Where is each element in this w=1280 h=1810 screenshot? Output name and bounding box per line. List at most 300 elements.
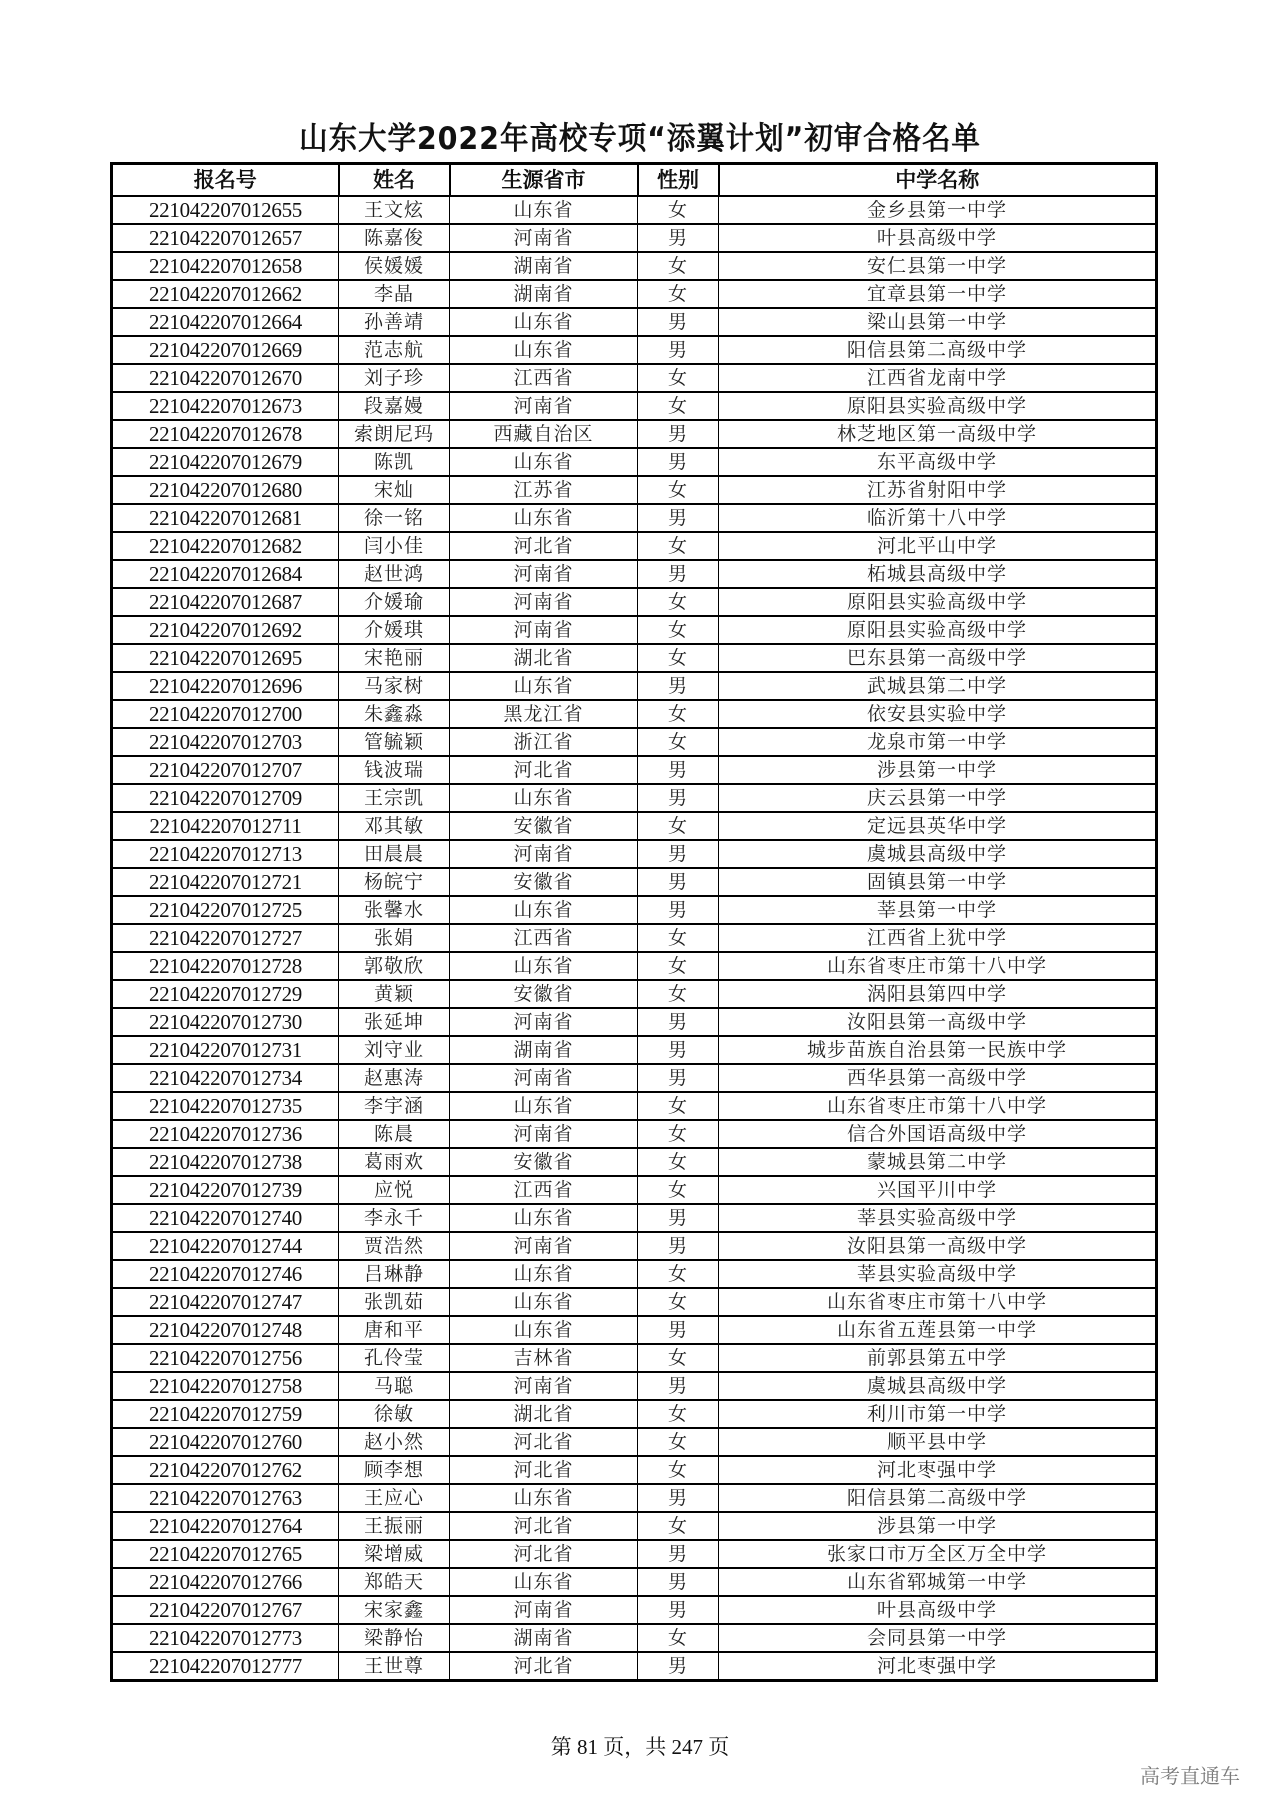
cell-school: 叶县高级中学 <box>719 224 1157 252</box>
table-row <box>112 308 1157 336</box>
cell-gender: 女 <box>638 364 719 392</box>
table-row <box>112 1148 1157 1176</box>
cell-school: 蒙城县第二中学 <box>719 1148 1157 1176</box>
cell-school: 安仁县第一中学 <box>719 252 1157 280</box>
table-row <box>112 1568 1157 1596</box>
cell-gender: 女 <box>638 1092 719 1120</box>
cell-registration-id: 221042207012687 <box>112 588 339 616</box>
cell-school: 原阳县实验高级中学 <box>719 392 1157 420</box>
cell-gender: 男 <box>638 308 719 336</box>
cell-school: 虞城县高级中学 <box>719 840 1157 868</box>
cell-registration-id: 221042207012729 <box>112 980 339 1008</box>
table-row <box>112 1484 1157 1512</box>
cell-school: 梁山县第一中学 <box>719 308 1157 336</box>
cell-registration-id: 221042207012711 <box>112 812 339 840</box>
cell-name: 王世尊 <box>339 1652 450 1681</box>
cell-province: 山东省 <box>450 1316 638 1344</box>
cell-registration-id: 221042207012727 <box>112 924 339 952</box>
table-row <box>112 672 1157 700</box>
cell-province: 湖南省 <box>450 1624 638 1652</box>
cell-gender: 男 <box>638 1540 719 1568</box>
cell-registration-id: 221042207012763 <box>112 1484 339 1512</box>
cell-name: 张娟 <box>339 924 450 952</box>
table-body <box>112 196 1157 1681</box>
cell-gender: 女 <box>638 1456 719 1484</box>
cell-name: 邓其敏 <box>339 812 450 840</box>
cell-province: 山东省 <box>450 196 638 224</box>
cell-name: 赵世鸿 <box>339 560 450 588</box>
cell-province: 山东省 <box>450 336 638 364</box>
cell-gender: 男 <box>638 560 719 588</box>
cell-name: 徐一铭 <box>339 504 450 532</box>
cell-registration-id: 221042207012734 <box>112 1064 339 1092</box>
cell-school: 临沂第十八中学 <box>719 504 1157 532</box>
cell-school: 柘城县高级中学 <box>719 560 1157 588</box>
cell-name: 王宗凯 <box>339 784 450 812</box>
cell-registration-id: 221042207012655 <box>112 196 339 224</box>
cell-registration-id: 221042207012662 <box>112 280 339 308</box>
table-row <box>112 1260 1157 1288</box>
cell-province: 山东省 <box>450 448 638 476</box>
cell-gender: 女 <box>638 252 719 280</box>
table-row <box>112 1596 1157 1624</box>
cell-province: 河北省 <box>450 1652 638 1681</box>
cell-name: 介媛琪 <box>339 616 450 644</box>
cell-name: 顾李想 <box>339 1456 450 1484</box>
cell-name: 陈嘉俊 <box>339 224 450 252</box>
table-row <box>112 1092 1157 1120</box>
table-row <box>112 588 1157 616</box>
cell-registration-id: 221042207012758 <box>112 1372 339 1400</box>
cell-registration-id: 221042207012681 <box>112 504 339 532</box>
cell-school: 西华县第一高级中学 <box>719 1064 1157 1092</box>
cell-name: 黄颖 <box>339 980 450 1008</box>
cell-gender: 女 <box>638 644 719 672</box>
cell-name: 范志航 <box>339 336 450 364</box>
cell-school: 江西省龙南中学 <box>719 364 1157 392</box>
cell-gender: 女 <box>638 588 719 616</box>
table-row <box>112 812 1157 840</box>
table-row <box>112 1232 1157 1260</box>
table-row <box>112 1372 1157 1400</box>
cell-registration-id: 221042207012696 <box>112 672 339 700</box>
watermark-text: 高考直通车 <box>1140 1764 1240 1788</box>
table-row <box>112 1204 1157 1232</box>
cell-name: 索朗尼玛 <box>339 420 450 448</box>
cell-school: 顺平县中学 <box>719 1428 1157 1456</box>
cell-registration-id: 221042207012765 <box>112 1540 339 1568</box>
table-row <box>112 336 1157 364</box>
cell-name: 张馨水 <box>339 896 450 924</box>
cell-gender: 男 <box>638 1372 719 1400</box>
cell-school: 会同县第一中学 <box>719 1624 1157 1652</box>
cell-name: 王文炫 <box>339 196 450 224</box>
cell-province: 山东省 <box>450 784 638 812</box>
cell-school: 汝阳县第一高级中学 <box>719 1008 1157 1036</box>
table-row <box>112 616 1157 644</box>
page-indicator: 第 81 页，共 247 页 <box>550 1735 730 1759</box>
cell-province: 河北省 <box>450 1456 638 1484</box>
cell-registration-id: 221042207012748 <box>112 1316 339 1344</box>
cell-province: 山东省 <box>450 1288 638 1316</box>
cell-gender: 女 <box>638 700 719 728</box>
cell-province: 河南省 <box>450 588 638 616</box>
table-row <box>112 1428 1157 1456</box>
cell-gender: 女 <box>638 1260 719 1288</box>
cell-school: 依安县实验中学 <box>719 700 1157 728</box>
table-row <box>112 896 1157 924</box>
cell-registration-id: 221042207012739 <box>112 1176 339 1204</box>
cell-school: 山东省五莲县第一中学 <box>719 1316 1157 1344</box>
cell-gender: 男 <box>638 224 719 252</box>
cell-name: 李宇涵 <box>339 1092 450 1120</box>
table-row <box>112 560 1157 588</box>
cell-province: 河南省 <box>450 1596 638 1624</box>
cell-gender: 男 <box>638 1064 719 1092</box>
cell-province: 吉林省 <box>450 1344 638 1372</box>
cell-school: 庆云县第一中学 <box>719 784 1157 812</box>
cell-name: 杨皖宁 <box>339 868 450 896</box>
cell-gender: 女 <box>638 1428 719 1456</box>
cell-registration-id: 221042207012747 <box>112 1288 339 1316</box>
cell-registration-id: 221042207012746 <box>112 1260 339 1288</box>
cell-gender: 女 <box>638 728 719 756</box>
cell-province: 湖北省 <box>450 644 638 672</box>
cell-province: 河南省 <box>450 392 638 420</box>
cell-province: 河南省 <box>450 616 638 644</box>
table-row <box>112 448 1157 476</box>
cell-school: 原阳县实验高级中学 <box>719 616 1157 644</box>
cell-school: 虞城县高级中学 <box>719 1372 1157 1400</box>
table-row <box>112 1316 1157 1344</box>
cell-province: 江苏省 <box>450 476 638 504</box>
cell-registration-id: 221042207012728 <box>112 952 339 980</box>
cell-gender: 男 <box>638 1204 719 1232</box>
cell-school: 前郭县第五中学 <box>719 1344 1157 1372</box>
cell-name: 陈晨 <box>339 1120 450 1148</box>
cell-gender: 女 <box>638 1148 719 1176</box>
table-row <box>112 1456 1157 1484</box>
table-row <box>112 924 1157 952</box>
cell-school: 原阳县实验高级中学 <box>719 588 1157 616</box>
cell-registration-id: 221042207012669 <box>112 336 339 364</box>
cell-name: 刘子珍 <box>339 364 450 392</box>
cell-school: 兴国平川中学 <box>719 1176 1157 1204</box>
cell-school: 信合外国语高级中学 <box>719 1120 1157 1148</box>
cell-registration-id: 221042207012709 <box>112 784 339 812</box>
cell-registration-id: 221042207012707 <box>112 756 339 784</box>
cell-registration-id: 221042207012692 <box>112 616 339 644</box>
cell-registration-id: 221042207012658 <box>112 252 339 280</box>
cell-province: 湖北省 <box>450 1400 638 1428</box>
cell-registration-id: 221042207012657 <box>112 224 339 252</box>
table-row <box>112 224 1157 252</box>
cell-province: 山东省 <box>450 1484 638 1512</box>
cell-registration-id: 221042207012767 <box>112 1596 339 1624</box>
cell-gender: 女 <box>638 812 719 840</box>
table-header-row <box>112 164 1157 197</box>
cell-school: 河北枣强中学 <box>719 1652 1157 1681</box>
cell-name: 马聪 <box>339 1372 450 1400</box>
cell-registration-id: 221042207012680 <box>112 476 339 504</box>
cell-province: 安徽省 <box>450 980 638 1008</box>
cell-name: 王应心 <box>339 1484 450 1512</box>
cell-registration-id: 221042207012762 <box>112 1456 339 1484</box>
cell-gender: 男 <box>638 1568 719 1596</box>
column-header-province: 生源省市 <box>450 164 638 197</box>
cell-school: 汝阳县第一高级中学 <box>719 1232 1157 1260</box>
table-row <box>112 364 1157 392</box>
cell-school: 山东省郓城第一中学 <box>719 1568 1157 1596</box>
cell-registration-id: 221042207012744 <box>112 1232 339 1260</box>
cell-gender: 女 <box>638 280 719 308</box>
cell-gender: 男 <box>638 868 719 896</box>
cell-gender: 女 <box>638 980 719 1008</box>
table-row <box>112 756 1157 784</box>
table-row <box>112 476 1157 504</box>
cell-registration-id: 221042207012713 <box>112 840 339 868</box>
table-row <box>112 1036 1157 1064</box>
table-row <box>112 980 1157 1008</box>
cell-school: 金乡县第一中学 <box>719 196 1157 224</box>
cell-gender: 女 <box>638 1288 719 1316</box>
cell-province: 安徽省 <box>450 868 638 896</box>
cell-gender: 女 <box>638 532 719 560</box>
cell-school: 涉县第一中学 <box>719 756 1157 784</box>
cell-school: 定远县英华中学 <box>719 812 1157 840</box>
cell-gender: 男 <box>638 420 719 448</box>
cell-province: 山东省 <box>450 896 638 924</box>
cell-name: 唐和平 <box>339 1316 450 1344</box>
cell-name: 郑皓天 <box>339 1568 450 1596</box>
cell-name: 宋家鑫 <box>339 1596 450 1624</box>
cell-gender: 男 <box>638 840 719 868</box>
cell-name: 钱波瑞 <box>339 756 450 784</box>
cell-name: 孔伶莹 <box>339 1344 450 1372</box>
cell-name: 梁静怡 <box>339 1624 450 1652</box>
cell-province: 黑龙江省 <box>450 700 638 728</box>
table-row <box>112 1344 1157 1372</box>
cell-registration-id: 221042207012700 <box>112 700 339 728</box>
cell-province: 西藏自治区 <box>450 420 638 448</box>
cell-province: 山东省 <box>450 1204 638 1232</box>
cell-school: 山东省枣庄市第十八中学 <box>719 1288 1157 1316</box>
cell-province: 浙江省 <box>450 728 638 756</box>
cell-province: 安徽省 <box>450 812 638 840</box>
table-row <box>112 728 1157 756</box>
cell-name: 徐敏 <box>339 1400 450 1428</box>
cell-school: 叶县高级中学 <box>719 1596 1157 1624</box>
cell-name: 刘守业 <box>339 1036 450 1064</box>
cell-school: 莘县实验高级中学 <box>719 1204 1157 1232</box>
table-row <box>112 1512 1157 1540</box>
cell-name: 田晨晨 <box>339 840 450 868</box>
cell-registration-id: 221042207012703 <box>112 728 339 756</box>
cell-province: 河北省 <box>450 1512 638 1540</box>
table-row <box>112 392 1157 420</box>
table-row <box>112 840 1157 868</box>
column-header-name: 姓名 <box>339 164 450 197</box>
table-row <box>112 252 1157 280</box>
cell-province: 河北省 <box>450 1540 638 1568</box>
cell-school: 城步苗族自治县第一民族中学 <box>719 1036 1157 1064</box>
cell-gender: 女 <box>638 392 719 420</box>
table-row <box>112 280 1157 308</box>
cell-registration-id: 221042207012773 <box>112 1624 339 1652</box>
cell-gender: 男 <box>638 672 719 700</box>
cell-gender: 男 <box>638 336 719 364</box>
cell-registration-id: 221042207012670 <box>112 364 339 392</box>
cell-gender: 男 <box>638 1316 719 1344</box>
cell-province: 江西省 <box>450 1176 638 1204</box>
cell-name: 张凯茹 <box>339 1288 450 1316</box>
cell-province: 河南省 <box>450 1232 638 1260</box>
cell-province: 山东省 <box>450 504 638 532</box>
cell-school: 涉县第一中学 <box>719 1512 1157 1540</box>
table-row <box>112 868 1157 896</box>
cell-gender: 女 <box>638 924 719 952</box>
cell-registration-id: 221042207012725 <box>112 896 339 924</box>
cell-gender: 男 <box>638 1008 719 1036</box>
cell-gender: 女 <box>638 196 719 224</box>
cell-gender: 女 <box>638 1512 719 1540</box>
cell-province: 河南省 <box>450 1008 638 1036</box>
cell-gender: 男 <box>638 1036 719 1064</box>
cell-gender: 女 <box>638 1400 719 1428</box>
table-row <box>112 644 1157 672</box>
cell-school: 江苏省射阳中学 <box>719 476 1157 504</box>
cell-gender: 女 <box>638 476 719 504</box>
cell-province: 山东省 <box>450 952 638 980</box>
cell-name: 朱鑫淼 <box>339 700 450 728</box>
table-row <box>112 1400 1157 1428</box>
cell-gender: 男 <box>638 1652 719 1681</box>
cell-registration-id: 221042207012764 <box>112 1512 339 1540</box>
cell-province: 河北省 <box>450 756 638 784</box>
cell-school: 江西省上犹中学 <box>719 924 1157 952</box>
cell-registration-id: 221042207012766 <box>112 1568 339 1596</box>
cell-name: 张延坤 <box>339 1008 450 1036</box>
table-row <box>112 196 1157 224</box>
cell-school: 武城县第二中学 <box>719 672 1157 700</box>
cell-registration-id: 221042207012679 <box>112 448 339 476</box>
cell-province: 河北省 <box>450 532 638 560</box>
cell-name: 侯媛媛 <box>339 252 450 280</box>
cell-gender: 男 <box>638 896 719 924</box>
table-row <box>112 1120 1157 1148</box>
table-row <box>112 1288 1157 1316</box>
cell-gender: 女 <box>638 952 719 980</box>
cell-name: 赵小然 <box>339 1428 450 1456</box>
cell-registration-id: 221042207012678 <box>112 420 339 448</box>
cell-school: 河北平山中学 <box>719 532 1157 560</box>
cell-province: 湖南省 <box>450 1036 638 1064</box>
cell-province: 山东省 <box>450 1568 638 1596</box>
cell-name: 郭敬欣 <box>339 952 450 980</box>
cell-province: 山东省 <box>450 1092 638 1120</box>
cell-school: 河北枣强中学 <box>719 1456 1157 1484</box>
table-row <box>112 784 1157 812</box>
cell-registration-id: 221042207012777 <box>112 1652 339 1681</box>
cell-name: 赵惠涛 <box>339 1064 450 1092</box>
cell-school: 张家口市万全区万全中学 <box>719 1540 1157 1568</box>
cell-gender: 男 <box>638 1232 719 1260</box>
cell-school: 山东省枣庄市第十八中学 <box>719 952 1157 980</box>
column-header-registration-id: 报名号 <box>112 164 339 197</box>
table-row <box>112 1176 1157 1204</box>
column-header-school: 中学名称 <box>719 164 1157 197</box>
cell-school: 涡阳县第四中学 <box>719 980 1157 1008</box>
cell-gender: 男 <box>638 1596 719 1624</box>
cell-name: 马家树 <box>339 672 450 700</box>
cell-gender: 女 <box>638 1344 719 1372</box>
cell-registration-id: 221042207012736 <box>112 1120 339 1148</box>
cell-province: 山东省 <box>450 308 638 336</box>
table-row <box>112 504 1157 532</box>
table-row <box>112 952 1157 980</box>
cell-name: 贾浩然 <box>339 1232 450 1260</box>
table-row <box>112 1652 1157 1681</box>
cell-registration-id: 221042207012682 <box>112 532 339 560</box>
cell-name: 葛雨欢 <box>339 1148 450 1176</box>
cell-registration-id: 221042207012730 <box>112 1008 339 1036</box>
document-title: 山东大学2022年高校专项“添翼计划”初审合格名单 <box>299 121 981 157</box>
cell-province: 江西省 <box>450 924 638 952</box>
cell-school: 阳信县第二高级中学 <box>719 1484 1157 1512</box>
table-row <box>112 532 1157 560</box>
cell-gender: 女 <box>638 1176 719 1204</box>
cell-registration-id: 221042207012759 <box>112 1400 339 1428</box>
table-row <box>112 1540 1157 1568</box>
cell-school: 利川市第一中学 <box>719 1400 1157 1428</box>
cell-province: 河北省 <box>450 1428 638 1456</box>
cell-school: 东平高级中学 <box>719 448 1157 476</box>
cell-name: 吕琳静 <box>339 1260 450 1288</box>
cell-school: 固镇县第一中学 <box>719 868 1157 896</box>
cell-name: 孙善靖 <box>339 308 450 336</box>
cell-name: 王振丽 <box>339 1512 450 1540</box>
cell-registration-id: 221042207012740 <box>112 1204 339 1232</box>
cell-registration-id: 221042207012731 <box>112 1036 339 1064</box>
cell-registration-id: 221042207012735 <box>112 1092 339 1120</box>
cell-province: 河南省 <box>450 560 638 588</box>
cell-gender: 男 <box>638 504 719 532</box>
cell-school: 巴东县第一高级中学 <box>719 644 1157 672</box>
cell-school: 阳信县第二高级中学 <box>719 336 1157 364</box>
cell-province: 江西省 <box>450 364 638 392</box>
cell-province: 湖南省 <box>450 280 638 308</box>
column-header-gender: 性别 <box>638 164 719 197</box>
table-row <box>112 1624 1157 1652</box>
cell-name: 李晶 <box>339 280 450 308</box>
cell-province: 河南省 <box>450 840 638 868</box>
cell-registration-id: 221042207012756 <box>112 1344 339 1372</box>
cell-school: 莘县实验高级中学 <box>719 1260 1157 1288</box>
cell-gender: 男 <box>638 756 719 784</box>
cell-gender: 女 <box>638 1624 719 1652</box>
cell-registration-id: 221042207012684 <box>112 560 339 588</box>
cell-school: 龙泉市第一中学 <box>719 728 1157 756</box>
cell-name: 介媛瑜 <box>339 588 450 616</box>
cell-name: 应悦 <box>339 1176 450 1204</box>
cell-province: 湖南省 <box>450 252 638 280</box>
cell-registration-id: 221042207012738 <box>112 1148 339 1176</box>
cell-name: 梁增威 <box>339 1540 450 1568</box>
cell-name: 段嘉嫚 <box>339 392 450 420</box>
cell-school: 宜章县第一中学 <box>719 280 1157 308</box>
cell-gender: 女 <box>638 1120 719 1148</box>
cell-gender: 男 <box>638 448 719 476</box>
